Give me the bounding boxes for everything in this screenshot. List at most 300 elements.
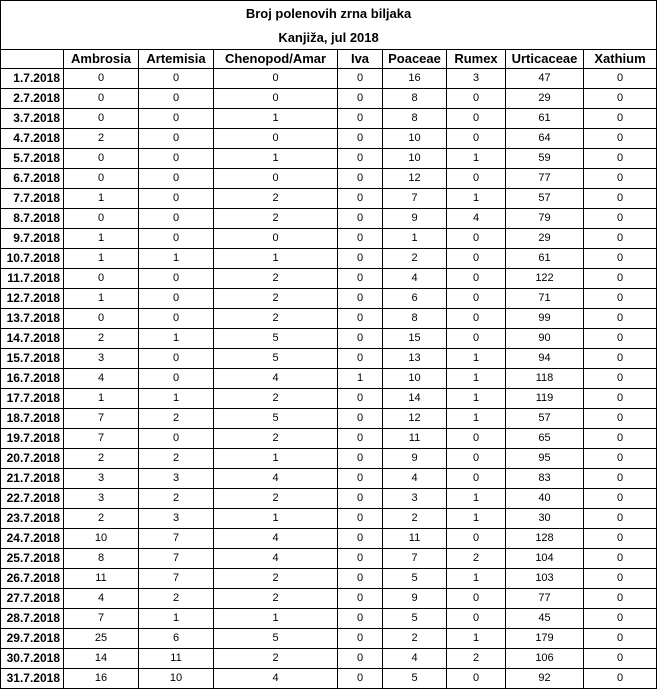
value-cell: 2 xyxy=(139,409,214,429)
value-cell: 3 xyxy=(447,69,506,89)
value-cell: 0 xyxy=(447,269,506,289)
table-row xyxy=(1,429,657,449)
value-cell: 5 xyxy=(214,629,338,649)
value-cell: 59 xyxy=(506,149,584,169)
value-cell: 2 xyxy=(139,589,214,609)
value-cell: 0 xyxy=(64,69,139,89)
value-cell: 1 xyxy=(64,389,139,409)
value-cell: 0 xyxy=(447,429,506,449)
value-cell: 0 xyxy=(139,269,214,289)
value-cell: 7 xyxy=(64,409,139,429)
table-title: Broj polenovih zrna biljaka xyxy=(1,1,657,28)
column-header-date xyxy=(1,50,64,69)
date-cell: 21.7.2018 xyxy=(1,469,64,489)
value-cell: 0 xyxy=(338,349,383,369)
value-cell: 5 xyxy=(383,569,447,589)
value-cell: 0 xyxy=(447,529,506,549)
date-cell: 19.7.2018 xyxy=(1,429,64,449)
date-cell: 14.7.2018 xyxy=(1,329,64,349)
date-cell: 1.7.2018 xyxy=(1,69,64,89)
value-cell: 0 xyxy=(64,309,139,329)
value-cell: 5 xyxy=(383,609,447,629)
value-cell: 0 xyxy=(338,509,383,529)
value-cell: 10 xyxy=(64,529,139,549)
value-cell: 2 xyxy=(214,389,338,409)
value-cell: 0 xyxy=(447,329,506,349)
value-cell: 0 xyxy=(447,129,506,149)
table-row xyxy=(1,549,657,569)
value-cell: 0 xyxy=(139,149,214,169)
value-cell: 2 xyxy=(214,569,338,589)
value-cell: 1 xyxy=(447,509,506,529)
value-cell: 11 xyxy=(139,649,214,669)
value-cell: 8 xyxy=(383,89,447,109)
date-cell: 2.7.2018 xyxy=(1,89,64,109)
value-cell: 2 xyxy=(383,249,447,269)
value-cell: 0 xyxy=(447,89,506,109)
value-cell: 1 xyxy=(447,409,506,429)
value-cell: 61 xyxy=(506,109,584,129)
value-cell: 0 xyxy=(338,389,383,409)
value-cell: 103 xyxy=(506,569,584,589)
value-cell: 0 xyxy=(584,489,657,509)
value-cell: 0 xyxy=(584,269,657,289)
value-cell: 0 xyxy=(338,249,383,269)
date-cell: 18.7.2018 xyxy=(1,409,64,429)
value-cell: 0 xyxy=(584,289,657,309)
value-cell: 14 xyxy=(64,649,139,669)
date-cell: 4.7.2018 xyxy=(1,129,64,149)
date-cell: 29.7.2018 xyxy=(1,629,64,649)
value-cell: 4 xyxy=(383,269,447,289)
value-cell: 0 xyxy=(338,89,383,109)
date-cell: 25.7.2018 xyxy=(1,549,64,569)
value-cell: 0 xyxy=(584,469,657,489)
date-cell: 31.7.2018 xyxy=(1,669,64,689)
date-cell: 17.7.2018 xyxy=(1,389,64,409)
value-cell: 25 xyxy=(64,629,139,649)
value-cell: 0 xyxy=(584,589,657,609)
value-cell: 119 xyxy=(506,389,584,409)
table-row xyxy=(1,149,657,169)
value-cell: 0 xyxy=(584,369,657,389)
table-row xyxy=(1,269,657,289)
value-cell: 61 xyxy=(506,249,584,269)
value-cell: 99 xyxy=(506,309,584,329)
value-cell: 0 xyxy=(139,189,214,209)
value-cell: 0 xyxy=(584,569,657,589)
value-cell: 2 xyxy=(214,269,338,289)
table-row xyxy=(1,369,657,389)
value-cell: 1 xyxy=(64,289,139,309)
value-cell: 3 xyxy=(64,489,139,509)
value-cell: 0 xyxy=(584,429,657,449)
value-cell: 1 xyxy=(447,369,506,389)
value-cell: 0 xyxy=(447,589,506,609)
date-cell: 9.7.2018 xyxy=(1,229,64,249)
value-cell: 0 xyxy=(447,109,506,129)
table-row xyxy=(1,169,657,189)
value-cell: 0 xyxy=(139,369,214,389)
table-row xyxy=(1,109,657,129)
value-cell: 0 xyxy=(584,649,657,669)
value-cell: 0 xyxy=(139,69,214,89)
value-cell: 0 xyxy=(584,189,657,209)
value-cell: 7 xyxy=(139,569,214,589)
date-cell: 13.7.2018 xyxy=(1,309,64,329)
value-cell: 57 xyxy=(506,409,584,429)
value-cell: 2 xyxy=(214,489,338,509)
table-row xyxy=(1,489,657,509)
value-cell: 1 xyxy=(214,449,338,469)
value-cell: 0 xyxy=(584,129,657,149)
table-row xyxy=(1,669,657,689)
column-header-iva: Iva xyxy=(338,50,383,69)
value-cell: 0 xyxy=(139,289,214,309)
value-cell: 0 xyxy=(584,629,657,649)
value-cell: 5 xyxy=(383,669,447,689)
table-row xyxy=(1,389,657,409)
value-cell: 0 xyxy=(139,89,214,109)
value-cell: 13 xyxy=(383,349,447,369)
value-cell: 4 xyxy=(214,469,338,489)
column-header-urticaceae: Urticaceae xyxy=(506,50,584,69)
value-cell: 0 xyxy=(64,269,139,289)
value-cell: 7 xyxy=(64,429,139,449)
value-cell: 77 xyxy=(506,169,584,189)
column-header-artemisia: Artemisia xyxy=(139,50,214,69)
date-cell: 10.7.2018 xyxy=(1,249,64,269)
value-cell: 0 xyxy=(64,109,139,129)
value-cell: 2 xyxy=(214,429,338,449)
value-cell: 122 xyxy=(506,269,584,289)
table-subtitle: Kanjiža, jul 2018 xyxy=(1,27,657,50)
value-cell: 0 xyxy=(584,149,657,169)
value-cell: 90 xyxy=(506,329,584,349)
value-cell: 5 xyxy=(214,409,338,429)
table-row xyxy=(1,349,657,369)
value-cell: 2 xyxy=(64,449,139,469)
value-cell: 7 xyxy=(139,529,214,549)
value-cell: 1 xyxy=(447,349,506,369)
table-row xyxy=(1,609,657,629)
table-row xyxy=(1,569,657,589)
value-cell: 1 xyxy=(214,149,338,169)
value-cell: 4 xyxy=(64,369,139,389)
date-cell: 5.7.2018 xyxy=(1,149,64,169)
value-cell: 11 xyxy=(64,569,139,589)
value-cell: 0 xyxy=(338,629,383,649)
value-cell: 12 xyxy=(383,409,447,429)
value-cell: 30 xyxy=(506,509,584,529)
value-cell: 92 xyxy=(506,669,584,689)
value-cell: 0 xyxy=(447,229,506,249)
value-cell: 0 xyxy=(584,389,657,409)
date-cell: 30.7.2018 xyxy=(1,649,64,669)
value-cell: 71 xyxy=(506,289,584,309)
value-cell: 95 xyxy=(506,449,584,469)
table-row xyxy=(1,469,657,489)
value-cell: 1 xyxy=(383,229,447,249)
value-cell: 10 xyxy=(383,149,447,169)
date-cell: 26.7.2018 xyxy=(1,569,64,589)
table-row xyxy=(1,589,657,609)
value-cell: 0 xyxy=(584,529,657,549)
value-cell: 0 xyxy=(338,309,383,329)
date-cell: 15.7.2018 xyxy=(1,349,64,369)
value-cell: 45 xyxy=(506,609,584,629)
value-cell: 4 xyxy=(383,649,447,669)
value-cell: 11 xyxy=(383,429,447,449)
value-cell: 0 xyxy=(447,669,506,689)
value-cell: 4 xyxy=(214,529,338,549)
table-row xyxy=(1,129,657,149)
value-cell: 40 xyxy=(506,489,584,509)
date-cell: 24.7.2018 xyxy=(1,529,64,549)
value-cell: 2 xyxy=(139,489,214,509)
value-cell: 0 xyxy=(338,649,383,669)
value-cell: 0 xyxy=(338,609,383,629)
value-cell: 29 xyxy=(506,229,584,249)
value-cell: 10 xyxy=(383,369,447,389)
table-row xyxy=(1,309,657,329)
value-cell: 1 xyxy=(214,109,338,129)
value-cell: 0 xyxy=(338,169,383,189)
value-cell: 0 xyxy=(338,329,383,349)
value-cell: 1 xyxy=(64,229,139,249)
value-cell: 0 xyxy=(139,229,214,249)
value-cell: 0 xyxy=(64,149,139,169)
value-cell: 3 xyxy=(139,469,214,489)
value-cell: 0 xyxy=(214,69,338,89)
value-cell: 1 xyxy=(139,329,214,349)
value-cell: 3 xyxy=(139,509,214,529)
value-cell: 1 xyxy=(214,249,338,269)
date-cell: 7.7.2018 xyxy=(1,189,64,209)
value-cell: 0 xyxy=(139,429,214,449)
value-cell: 14 xyxy=(383,389,447,409)
value-cell: 0 xyxy=(447,449,506,469)
value-cell: 1 xyxy=(214,609,338,629)
value-cell: 0 xyxy=(338,449,383,469)
table-row xyxy=(1,229,657,249)
value-cell: 1 xyxy=(139,249,214,269)
table-row xyxy=(1,529,657,549)
value-cell: 8 xyxy=(64,549,139,569)
value-cell: 0 xyxy=(214,129,338,149)
table-row xyxy=(1,449,657,469)
value-cell: 106 xyxy=(506,649,584,669)
date-cell: 3.7.2018 xyxy=(1,109,64,129)
value-cell: 2 xyxy=(383,629,447,649)
value-cell: 0 xyxy=(139,169,214,189)
value-cell: 0 xyxy=(338,129,383,149)
table-row xyxy=(1,409,657,429)
value-cell: 0 xyxy=(64,89,139,109)
value-cell: 0 xyxy=(447,169,506,189)
value-cell: 3 xyxy=(64,469,139,489)
value-cell: 0 xyxy=(338,69,383,89)
value-cell: 0 xyxy=(338,669,383,689)
column-header-xathium: Xathium xyxy=(584,50,657,69)
value-cell: 2 xyxy=(214,649,338,669)
value-cell: 2 xyxy=(383,509,447,529)
value-cell: 7 xyxy=(383,189,447,209)
value-cell: 2 xyxy=(447,649,506,669)
value-cell: 1 xyxy=(214,509,338,529)
value-cell: 0 xyxy=(584,249,657,269)
value-cell: 0 xyxy=(584,229,657,249)
value-cell: 0 xyxy=(338,189,383,209)
value-cell: 4 xyxy=(447,209,506,229)
value-cell: 6 xyxy=(383,289,447,309)
value-cell: 0 xyxy=(64,169,139,189)
table-row xyxy=(1,329,657,349)
value-cell: 0 xyxy=(447,309,506,329)
value-cell: 0 xyxy=(338,149,383,169)
value-cell: 0 xyxy=(584,69,657,89)
value-cell: 2 xyxy=(214,309,338,329)
value-cell: 0 xyxy=(584,109,657,129)
value-cell: 1 xyxy=(447,189,506,209)
table-row xyxy=(1,289,657,309)
value-cell: 77 xyxy=(506,589,584,609)
value-cell: 0 xyxy=(584,509,657,529)
value-cell: 1 xyxy=(139,389,214,409)
value-cell: 128 xyxy=(506,529,584,549)
value-cell: 0 xyxy=(447,249,506,269)
value-cell: 2 xyxy=(214,209,338,229)
value-cell: 6 xyxy=(139,629,214,649)
value-cell: 0 xyxy=(338,429,383,449)
value-cell: 4 xyxy=(214,669,338,689)
value-cell: 0 xyxy=(338,269,383,289)
value-cell: 64 xyxy=(506,129,584,149)
value-cell: 0 xyxy=(139,349,214,369)
value-cell: 0 xyxy=(139,129,214,149)
value-cell: 2 xyxy=(214,289,338,309)
date-cell: 16.7.2018 xyxy=(1,369,64,389)
value-cell: 1 xyxy=(64,249,139,269)
value-cell: 1 xyxy=(447,489,506,509)
value-cell: 7 xyxy=(383,549,447,569)
value-cell: 4 xyxy=(214,369,338,389)
column-header-row xyxy=(1,50,657,69)
date-cell: 12.7.2018 xyxy=(1,289,64,309)
value-cell: 65 xyxy=(506,429,584,449)
table-row xyxy=(1,69,657,89)
value-cell: 2 xyxy=(64,329,139,349)
value-cell: 1 xyxy=(447,569,506,589)
value-cell: 7 xyxy=(64,609,139,629)
value-cell: 0 xyxy=(338,549,383,569)
value-cell: 0 xyxy=(214,229,338,249)
value-cell: 1 xyxy=(447,629,506,649)
column-header-rumex: Rumex xyxy=(447,50,506,69)
value-cell: 2 xyxy=(64,509,139,529)
value-cell: 2 xyxy=(64,129,139,149)
value-cell: 0 xyxy=(338,489,383,509)
date-cell: 11.7.2018 xyxy=(1,269,64,289)
value-cell: 0 xyxy=(584,309,657,329)
value-cell: 10 xyxy=(383,129,447,149)
value-cell: 9 xyxy=(383,589,447,609)
value-cell: 0 xyxy=(139,109,214,129)
column-header-chenopod-amar: Chenopod/Amar xyxy=(214,50,338,69)
value-cell: 0 xyxy=(139,309,214,329)
value-cell: 0 xyxy=(447,609,506,629)
value-cell: 0 xyxy=(139,209,214,229)
value-cell: 12 xyxy=(383,169,447,189)
value-cell: 94 xyxy=(506,349,584,369)
table-row xyxy=(1,509,657,529)
value-cell: 4 xyxy=(64,589,139,609)
column-header-poaceae: Poaceae xyxy=(383,50,447,69)
value-cell: 57 xyxy=(506,189,584,209)
value-cell: 118 xyxy=(506,369,584,389)
value-cell: 0 xyxy=(447,289,506,309)
value-cell: 2 xyxy=(214,589,338,609)
value-cell: 0 xyxy=(64,209,139,229)
value-cell: 4 xyxy=(214,549,338,569)
value-cell: 3 xyxy=(383,489,447,509)
table-row xyxy=(1,649,657,669)
value-cell: 15 xyxy=(383,329,447,349)
value-cell: 0 xyxy=(584,669,657,689)
value-cell: 9 xyxy=(383,209,447,229)
date-cell: 23.7.2018 xyxy=(1,509,64,529)
value-cell: 11 xyxy=(383,529,447,549)
value-cell: 0 xyxy=(214,89,338,109)
date-cell: 8.7.2018 xyxy=(1,209,64,229)
value-cell: 8 xyxy=(383,109,447,129)
value-cell: 0 xyxy=(338,589,383,609)
value-cell: 10 xyxy=(139,669,214,689)
date-cell: 28.7.2018 xyxy=(1,609,64,629)
value-cell: 0 xyxy=(584,209,657,229)
value-cell: 0 xyxy=(214,169,338,189)
value-cell: 2 xyxy=(139,449,214,469)
value-cell: 5 xyxy=(214,349,338,369)
value-cell: 5 xyxy=(214,329,338,349)
value-cell: 0 xyxy=(338,109,383,129)
date-cell: 22.7.2018 xyxy=(1,489,64,509)
date-cell: 20.7.2018 xyxy=(1,449,64,469)
value-cell: 83 xyxy=(506,469,584,489)
value-cell: 179 xyxy=(506,629,584,649)
table-row xyxy=(1,629,657,649)
table-row xyxy=(1,249,657,269)
value-cell: 2 xyxy=(214,189,338,209)
value-cell: 0 xyxy=(584,169,657,189)
value-cell: 0 xyxy=(584,349,657,369)
value-cell: 0 xyxy=(584,89,657,109)
value-cell: 0 xyxy=(584,409,657,429)
value-cell: 0 xyxy=(584,329,657,349)
value-cell: 0 xyxy=(338,469,383,489)
date-cell: 27.7.2018 xyxy=(1,589,64,609)
value-cell: 47 xyxy=(506,69,584,89)
value-cell: 0 xyxy=(338,409,383,429)
value-cell: 4 xyxy=(383,469,447,489)
value-cell: 0 xyxy=(584,609,657,629)
value-cell: 16 xyxy=(383,69,447,89)
value-cell: 0 xyxy=(584,549,657,569)
value-cell: 0 xyxy=(447,469,506,489)
value-cell: 0 xyxy=(338,569,383,589)
value-cell: 104 xyxy=(506,549,584,569)
value-cell: 0 xyxy=(338,289,383,309)
